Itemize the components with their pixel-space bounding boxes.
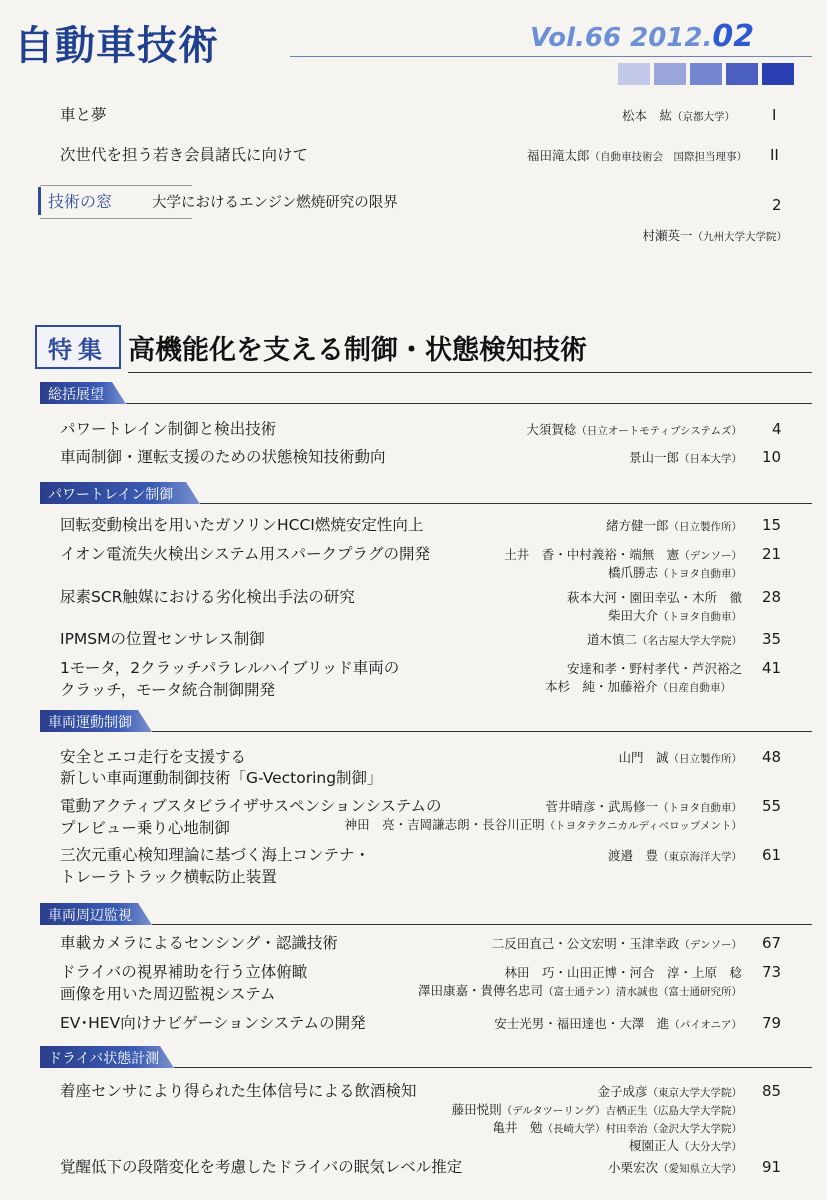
article-authors: 菅井晴彦・武馬修一（トヨタ自動車）: [545, 799, 742, 814]
article-page: 79: [762, 1014, 782, 1032]
article-title-cont[interactable]: トレーラトラック横転防止装置: [60, 868, 277, 886]
article-authors: 景山一郎（日本大学）: [628, 450, 742, 465]
article-authors: 橋爪勝志（トヨタ自動車）: [607, 565, 742, 580]
article-authors: 小栗宏次（愛知県立大学）: [607, 1160, 742, 1175]
deco-square: [762, 63, 794, 85]
article-authors: 安士光男・福田達也・大澤 進（パイオニア）: [494, 1016, 742, 1031]
article-title-cont[interactable]: 新しい車両運動制御技術「G-Vectoring制御」: [60, 769, 383, 787]
article-authors: 緒方健一郎（日立製作所）: [605, 518, 742, 533]
article-authors: 渡邉 豊（東京海洋大学）: [607, 848, 742, 863]
article-page: 15: [762, 516, 782, 534]
article-page: 61: [762, 846, 782, 864]
article-authors: 亀井 勉（長崎大学）村田幸治（金沢大学大学院）: [492, 1120, 742, 1135]
window-title[interactable]: 大学におけるエンジン燃焼研究の限界: [152, 195, 398, 211]
article-page: 67: [762, 934, 782, 952]
volume-issue: [530, 19, 755, 54]
article-title[interactable]: 車載カメラによるセンシング・認識技術: [60, 934, 338, 952]
intro-title[interactable]: 車と夢: [60, 106, 107, 124]
issue-number: 02: [712, 19, 755, 54]
article-title[interactable]: 着座センサにより得られた生体信号による飲酒検知: [60, 1082, 417, 1100]
article-page: 55: [762, 797, 782, 815]
article-authors: 柴田大介（トヨタ自動車）: [607, 608, 742, 623]
article-title[interactable]: ドライバの視界補助を行う立体俯瞰: [60, 963, 308, 981]
intro-page: II: [770, 146, 779, 164]
article-authors: 神田 亮・吉岡謙志朗・長谷川正明（トヨタテクニカルディベロップメント）: [344, 817, 742, 832]
feature-label: 特集: [48, 336, 108, 364]
window-author: 村瀬英一（九州大学大学院）: [642, 228, 787, 243]
article-authors: 本杉 純・加藤裕介（日産自動車）: [545, 679, 732, 694]
article-page: 28: [762, 588, 782, 606]
article-title-cont[interactable]: プレビュー乗り心地制御: [60, 819, 230, 837]
article-authors: 藤田悦則（デルタツーリング）吉栖正生（広島大学大学院）: [451, 1102, 742, 1117]
article-page: 10: [762, 448, 782, 466]
article-page: 21: [762, 545, 782, 563]
article-page: 41: [762, 659, 782, 677]
article-page: 91: [762, 1158, 782, 1176]
article-title[interactable]: IPMSMの位置センサレス制御: [60, 630, 265, 648]
article-page: 73: [762, 963, 782, 981]
article-page: 48: [762, 748, 782, 766]
article-authors: 澤田康嘉・貴傳名忠司（富士通テン）清水誠也（富士通研究所）: [418, 983, 742, 998]
deco-square: [654, 63, 686, 85]
article-page: 35: [762, 630, 782, 648]
article-title[interactable]: 電動アクティブスタビライザサスペンションシステムの: [60, 797, 442, 815]
window-label: 技術の窓: [48, 192, 113, 211]
article-authors: 萩本大河・園田幸弘・木所 徹: [566, 590, 742, 605]
deco-square: [618, 63, 650, 85]
article-authors: 山門 誠（日立製作所）: [618, 750, 742, 765]
deco-square: [726, 63, 758, 85]
article-authors: 土井 香・中村義裕・端無 憲（デンソー）: [504, 547, 742, 562]
intro-author: 松本 紘（京都大学）: [621, 108, 735, 123]
intro-page: I: [772, 106, 777, 124]
article-authors: 金子成彦（東京大学大学院）: [597, 1084, 742, 1099]
volume-year: Vol.66 2012.: [530, 23, 713, 53]
article-authors: 林田 巧・山田正博・河合 淳・上原 稔: [504, 965, 742, 980]
feature-rule: [128, 372, 812, 373]
article-title[interactable]: 尿素SCR触媒における劣化検出手法の研究: [60, 588, 355, 606]
article-title[interactable]: パワートレイン制御と検出技術: [60, 420, 277, 438]
article-title[interactable]: 安全とエコ走行を支援する: [60, 748, 247, 766]
magazine-title: 自動車技術: [14, 23, 219, 69]
article-authors: 安達和孝・野村孝代・芦沢裕之: [566, 661, 742, 676]
window-label-bar: [38, 187, 41, 215]
decorative-squares: [618, 63, 794, 85]
article-authors: 大須賀稔（日立オートモティブシステムズ）: [526, 422, 742, 437]
article-title-cont[interactable]: 画像を用いた周辺監視システム: [60, 985, 276, 1003]
intro-author: 福田滝太郎（自動車技術会 国際担当理事）: [526, 148, 747, 163]
deco-square: [690, 63, 722, 85]
masthead-rule: [290, 56, 812, 57]
article-page: 4: [772, 420, 782, 438]
article-title[interactable]: 三次元重心検知理論に基づく海上コンテナ・: [60, 846, 371, 864]
article-title[interactable]: EV･HEV向けナビゲーションシステムの開発: [60, 1014, 366, 1032]
article-title[interactable]: イオン電流失火検出システム用スパークプラグの開発: [60, 545, 430, 563]
window-page: 2: [772, 196, 782, 214]
article-title[interactable]: 回転変動検出を用いたガソリンHCCI燃焼安定性向上: [60, 516, 424, 534]
article-title-cont[interactable]: クラッチ，モータ統合制御開発: [60, 681, 275, 699]
article-authors: 道木慎二（名古屋大学大学院）: [586, 632, 742, 647]
article-title[interactable]: 1モータ，2クラッチパラレルハイブリッド車両の: [60, 659, 400, 677]
feature-title: 高機能化を支える制御・状態検知技術: [128, 335, 587, 366]
article-title[interactable]: 車両制御・運転支援のための状態検知技術動向: [60, 448, 386, 466]
article-title[interactable]: 覚醒低下の段階変化を考慮したドライバの眠気レベル推定: [60, 1158, 463, 1176]
article-authors: 二反田直己・公文宏明・玉津幸政（デンソー）: [491, 936, 742, 951]
article-authors: 榎園正人（大分大学）: [628, 1138, 742, 1153]
intro-title[interactable]: 次世代を担う若き会員諸氏に向けて: [60, 146, 309, 164]
article-page: 85: [762, 1082, 782, 1100]
